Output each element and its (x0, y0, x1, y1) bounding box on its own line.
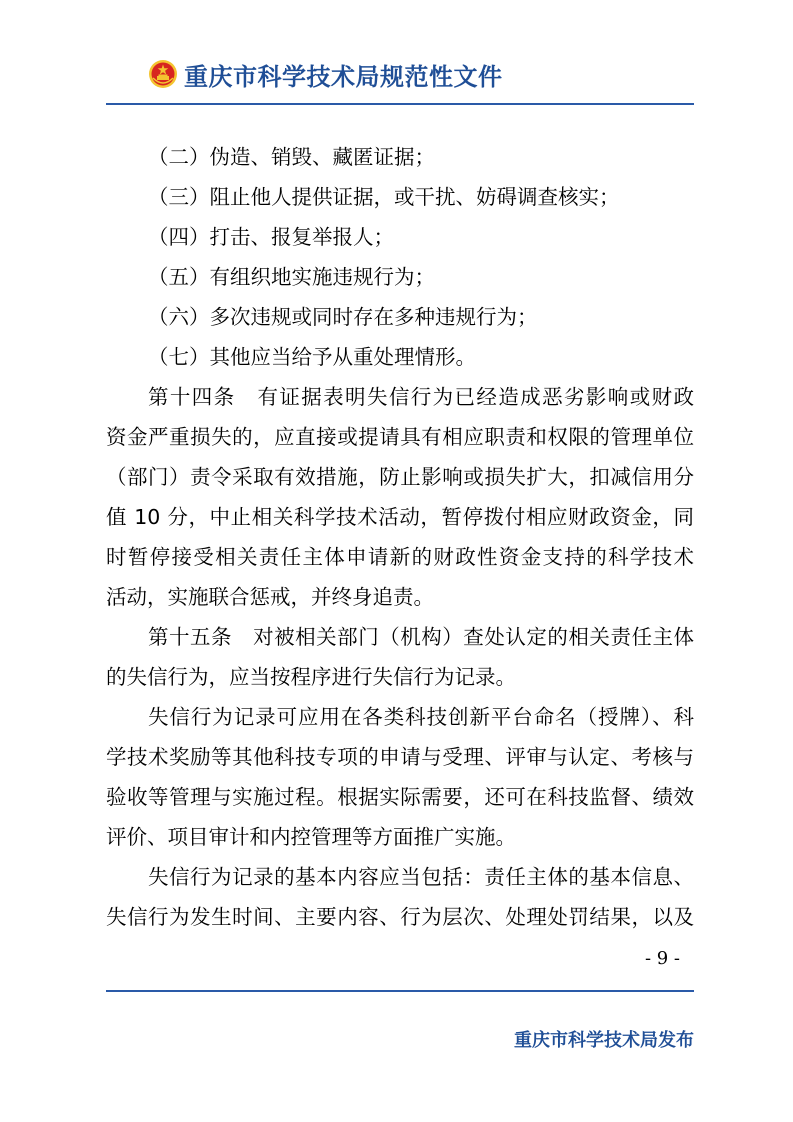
document-body (106, 137, 694, 937)
body-line: 时暂停接受相关责任主体申请新的财政性资金支持的科学技术 (106, 545, 694, 569)
page-number: - 9 - (644, 948, 680, 969)
body-line: （七）其他应当给予从重处理情形。 (148, 345, 476, 369)
body-line: 第十四条 有证据表明失信行为已经造成恶劣影响或财政 (148, 385, 694, 409)
body-line: 评价、项目审计和内控管理等方面推广实施。 (106, 825, 516, 849)
footer-divider (106, 990, 694, 992)
body-line: 的失信行为，应当按程序进行失信行为记录。 (106, 665, 516, 689)
header-title: 重庆市科学技术局规范性文件 (184, 61, 503, 91)
body-line: 验收等管理与实施过程。根据实际需要，还可在科技监督、绩效 (106, 785, 694, 809)
body-line: 学技术奖励等其他科技专项的申请与受理、评审与认定、考核与 (106, 745, 694, 769)
body-line: 第十五条 对被相关部门（机构）查处认定的相关责任主体 (148, 625, 694, 649)
body-line: 活动，实施联合惩戒，并终身追责。 (106, 585, 434, 609)
body-line: 资金严重损失的，应直接或提请具有相应职责和权限的管理单位 (106, 425, 694, 449)
body-line: （六）多次违规或同时存在多种违规行为； (148, 305, 538, 329)
national-emblem-icon (148, 59, 178, 89)
header-divider (106, 103, 694, 105)
body-line: 值 10 分，中止相关科学技术活动，暂停拨付相应财政资金，同 (106, 505, 694, 529)
body-line: 失信行为记录的基本内容应当包括：责任主体的基本信息、 (148, 865, 694, 889)
document-header (148, 54, 503, 94)
body-line: 失信行为发生时间、主要内容、行为层次、处理处罚结果，以及 (106, 905, 694, 929)
body-line: （三）阻止他人提供证据，或干扰、妨碍调查核实； (148, 185, 620, 209)
footer-publisher: 重庆市科学技术局发布 (514, 1030, 694, 1051)
body-line: 失信行为记录可应用在各类科技创新平台命名（授牌）、科 (148, 705, 694, 729)
body-line: （部门）责令采取有效措施，防止影响或损失扩大，扣减信用分 (106, 465, 694, 489)
body-line: （二）伪造、销毁、藏匿证据； (148, 145, 435, 169)
body-line: （五）有组织地实施违规行为； (148, 265, 435, 289)
body-line: （四）打击、报复举报人； (148, 225, 394, 249)
